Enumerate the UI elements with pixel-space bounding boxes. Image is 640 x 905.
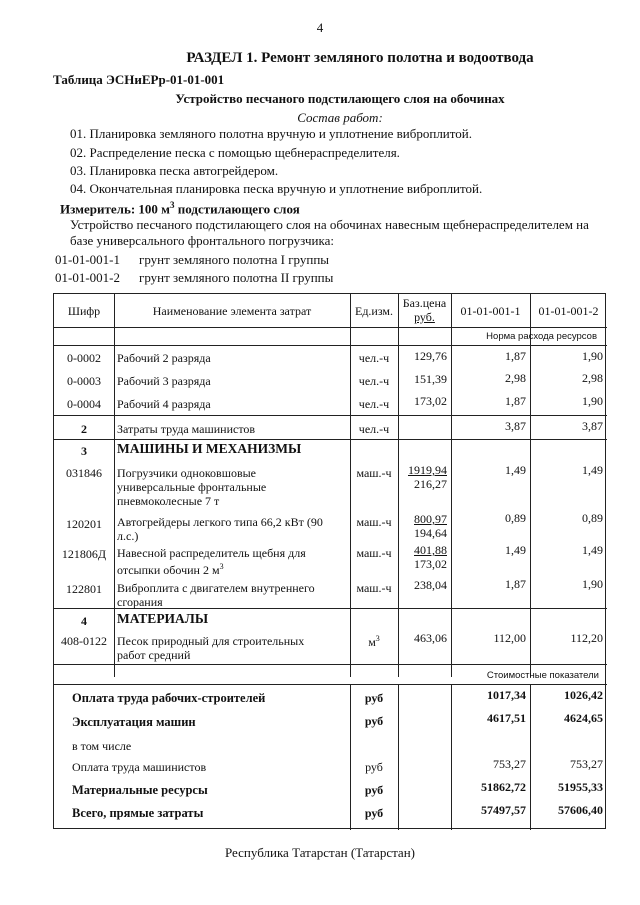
total-v2: 51955,33: [558, 780, 603, 794]
total-unit: руб: [364, 806, 384, 820]
row-price: 463,06: [414, 631, 447, 645]
variant-item: 01-01-001-2 грунт земляного полотна II группы: [55, 270, 334, 285]
row-name: Виброплита с двигателем внутреннего сгорания: [117, 581, 315, 609]
section-heading: МАШИНЫ И МЕХАНИЗМЫ: [117, 441, 302, 456]
row-v2: 112,20: [570, 631, 603, 645]
row-price: 1919,94 216,27: [408, 463, 447, 491]
row-unit: маш.-ч: [356, 546, 392, 560]
row-name: Рабочий 3 разряда: [117, 374, 211, 388]
row-v2: 1,90: [582, 349, 603, 363]
total-name: в том числе: [72, 739, 132, 753]
row-v2: 0,89: [582, 511, 603, 525]
header-price: Баз.цена руб.: [402, 296, 447, 324]
row-v1: 2,98: [505, 371, 526, 385]
description: Устройство песчаного подстилающего слоя на обочинах навесным щебнераспределителем на базе универсального фронтального погрузчика:: [70, 217, 589, 248]
row-code: 121806Д: [61, 547, 107, 561]
table-id: Таблица ЭСНиЕРр-01-01-001: [53, 72, 225, 87]
total-v2: 753,27: [570, 757, 603, 771]
cost-label: Стоимостные показатели: [486, 670, 599, 681]
row-v2: 1,90: [582, 577, 603, 591]
header-code: Шифр: [67, 304, 101, 318]
norm-label: Норма расхода ресурсов: [486, 331, 597, 342]
row-code: 122801: [66, 582, 102, 596]
row-v1: 3,87: [505, 419, 526, 433]
total-unit: руб: [364, 691, 384, 705]
header-col2: 01-01-001-2: [538, 304, 599, 318]
row-unit: чел.-ч: [358, 422, 390, 436]
row-price: 151,39: [414, 372, 447, 386]
row-name: Рабочий 4 разряда: [117, 397, 211, 411]
row-v1: 112,00: [493, 631, 526, 645]
row-unit: чел.-ч: [358, 374, 390, 388]
total-name: Материальные ресурсы: [72, 783, 208, 797]
row-code: 408-0122: [61, 634, 107, 648]
resource-table: [53, 293, 606, 829]
row-v1: 1,87: [505, 349, 526, 363]
total-v1: 1017,34: [487, 688, 526, 702]
total-name: Оплата труда рабочих-строителей: [72, 691, 266, 705]
row-unit: чел.-ч: [358, 397, 390, 411]
section-code: 4: [81, 614, 87, 628]
total-unit: руб: [365, 760, 383, 774]
total-v2: 57606,40: [558, 803, 603, 817]
row-code: 0-0004: [67, 397, 101, 411]
row-price: 129,76: [414, 349, 447, 363]
row-unit: маш.-ч: [356, 466, 392, 480]
row-v1: 1,87: [505, 394, 526, 408]
section-heading: МАТЕРИАЛЫ: [117, 611, 209, 626]
row-code: 0-0002: [67, 351, 101, 365]
row-name: Песок природный для строительных работ средний: [117, 634, 305, 662]
work-step: 02. Распределение песка с помощью щебнераспределителя.: [70, 145, 400, 160]
table-subtitle: Устройство песчаного подстилающего слоя на обочинах: [175, 91, 505, 106]
work-step: 03. Планировка песка автогрейдером.: [70, 163, 279, 178]
total-v2: 1026,42: [564, 688, 603, 702]
row-v2: 1,49: [582, 463, 603, 477]
row-unit: маш.-ч: [356, 581, 392, 595]
header-name: Наименование элемента затрат: [152, 304, 312, 318]
row-unit: маш.-ч: [356, 515, 392, 529]
variant-item: 01-01-001-1 грунт земляного полотна I группы: [55, 252, 330, 267]
section-code: 3: [81, 444, 87, 458]
total-name: Всего, прямые затраты: [72, 806, 204, 820]
row-name: Погрузчики одноковшовые универсальные фронтальные пневмоколесные 7 т: [117, 466, 267, 508]
row-v2: 3,87: [582, 419, 603, 433]
total-v1: 753,27: [493, 757, 526, 771]
row-unit: $м^3$: [368, 634, 380, 649]
row-name: Затраты труда машинистов: [117, 422, 256, 436]
row-v2: 1,90: [582, 394, 603, 408]
row-v1: 1,49: [505, 543, 526, 557]
total-v1: 51862,72: [481, 780, 526, 794]
total-unit: руб: [364, 783, 384, 797]
row-unit: чел.-ч: [358, 351, 390, 365]
row-price: 800,97 194,64: [414, 512, 447, 540]
work-step: 01. Планировка земляного полотна вручную и уплотнение виброплитой.: [70, 126, 472, 141]
total-name: Оплата труда машинистов: [72, 760, 207, 774]
row-price: 401,88 173,02: [414, 543, 447, 571]
row-name: Рабочий 2 разряда: [117, 351, 211, 365]
meter-line: Измеритель: 100 $м^3$ подстилающего слоя: [60, 200, 300, 217]
header-unit: Ед.изм.: [354, 304, 394, 318]
page-number: 4: [316, 20, 324, 35]
row-code: 031846: [66, 466, 102, 480]
row-v2: 1,49: [582, 543, 603, 557]
row-v1: 1,87: [505, 577, 526, 591]
row-price: 238,04: [414, 578, 447, 592]
composition-heading: Состав работ:: [297, 110, 383, 125]
row-name: Навесной распределитель щебня для отсыпки обочин 2 $м^3$: [117, 546, 306, 577]
total-v1: 57497,57: [481, 803, 526, 817]
total-v1: 4617,51: [487, 711, 526, 725]
total-v2: 4624,65: [564, 711, 603, 725]
footer-region: Республика Татарстан (Татарстан): [225, 845, 415, 860]
row-code: 0-0003: [67, 374, 101, 388]
row-v2: 2,98: [582, 371, 603, 385]
total-unit: руб: [364, 714, 384, 728]
total-name: Эксплуатация машин: [72, 715, 196, 729]
section-title: РАЗДЕЛ 1. Ремонт земляного полотна и водоотвода: [186, 50, 534, 66]
header-col1: 01-01-001-1: [460, 304, 521, 318]
work-step: 04. Окончательная планировка песка вручную и уплотнение виброплитой.: [70, 181, 483, 196]
row-code: 120201: [66, 517, 102, 531]
row-price: 173,02: [414, 394, 447, 408]
row-v1: 1,49: [505, 463, 526, 477]
row-v1: 0,89: [505, 511, 526, 525]
row-code: 2: [81, 422, 87, 436]
row-name: Автогрейдеры легкого типа 66,2 кВт (90 л.с.): [117, 515, 323, 543]
